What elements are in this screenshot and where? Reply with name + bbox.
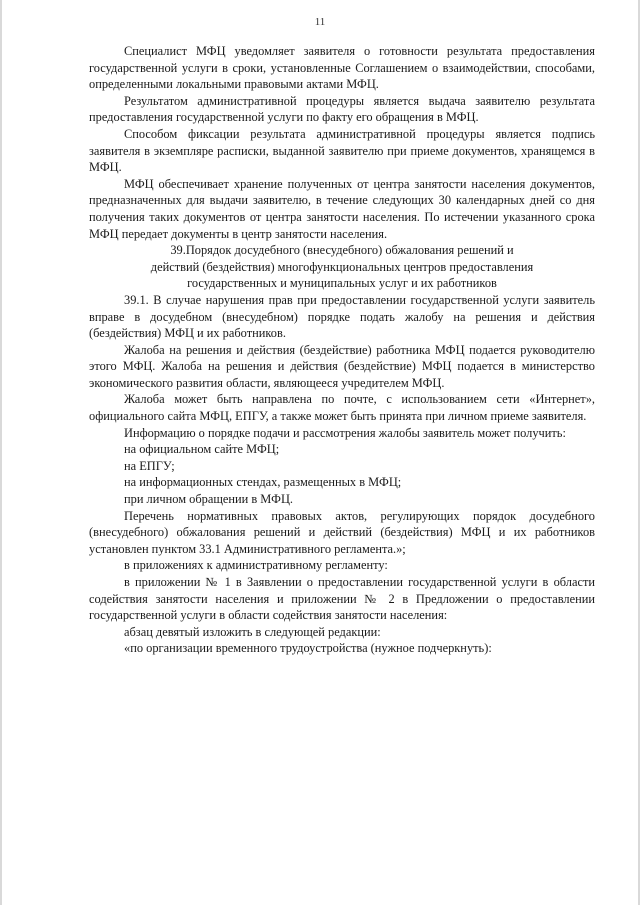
paragraph-complaint-recipient: Жалоба на решения и действия (бездействие) работника МФЦ подается руководителю этого МФЦ. Жалоба на решения и действия (бездействие) МФЦ подается в министерство экономического развития области, являющееся учредителем МФЦ. xyxy=(89,342,595,390)
paragraph-fixation-method: Способом фиксации результата административной процедуры является подпись заявителя в экземпляре расписки, выданной заявителю при приеме документов, хранящемся в МФЦ. xyxy=(89,126,595,175)
paragraph-complaint-channels: Жалоба может быть направлена по почте, с использованием сети «Интернет», официального сайта МФЦ, ЕПГУ, а также может быть принята при личном приеме заявителя. xyxy=(89,392,595,424)
paragraph-document-storage: МФЦ обеспечивает хранение полученных от центра занятости населения документов, предназначенных для выдачи заявителю, в течение следующих 30 календарных дней со дня получения таких документов от центра занятости населения. По истечении указанного срока МФЦ передает документы в центр занятости населения. xyxy=(89,176,595,241)
list-item-official-site: на официальном сайте МФЦ; xyxy=(124,442,280,457)
paragraph-procedure-result: Результатом административной процедуры является выдача заявителю результата предоставления государственной услуги по факту его обращения в МФЦ. xyxy=(89,93,595,125)
paragraph-appendices-intro: в приложениях к административному регламенту: xyxy=(124,558,388,573)
paragraph-39-1: 39.1. В случае нарушения прав при предоставлении государственной услуги заявитель вправе в досудебном (внесудебном) порядке подать жалобу на решения и действия (бездействия) МФЦ и их работников. xyxy=(89,292,595,341)
paragraph-regulatory-acts: Перечень нормативных правовых актов, регулирующих порядок досудебного (внесудебного) обжалования решений и действий (бездействия) МФЦ и их работников установлен пунктом 33.1 Административного регламента.»; xyxy=(89,508,595,556)
section-heading-39: 39.Порядок досудебного (внесудебного) обжалования решений и действий (бездействия) многофункциональных центров предоставления государственных и муниципальных услуг и их работников xyxy=(150,243,534,291)
list-item-epgu: на ЕПГУ; xyxy=(124,458,175,473)
document-body xyxy=(89,43,595,657)
paragraph-temporary-employment: «по организации временного трудоустройства (нужное подчеркнуть): xyxy=(124,641,492,656)
paragraph-mfc-notification: Специалист МФЦ уведомляет заявителя о готовности результата предоставления государственной услуги в сроки, установленные Соглашением о взаимодействии, способами, определенными локальными правовыми актами МФЦ. xyxy=(89,44,595,92)
list-item-personal-visit: при личном обращении в МФЦ. xyxy=(124,492,293,507)
list-item-info-stands: на информационных стендах, размещенных в МФЦ; xyxy=(124,475,402,490)
paragraph-ninth-abzac: абзац девятый изложить в следующей редакции: xyxy=(124,624,381,639)
paragraph-appendix-1: в приложении № 1 в Заявлении о предоставлении государственной услуги в области содействия занятости населения и приложении № 2 в Предложении о предоставлении государственной услуги в области содействия занятости населения: xyxy=(89,575,595,623)
paragraph-complaint-info: Информацию о порядке подачи и рассмотрения жалобы заявитель может получить: xyxy=(124,425,566,440)
page-number: 11 xyxy=(314,16,326,28)
scan-edge-left xyxy=(0,0,2,905)
